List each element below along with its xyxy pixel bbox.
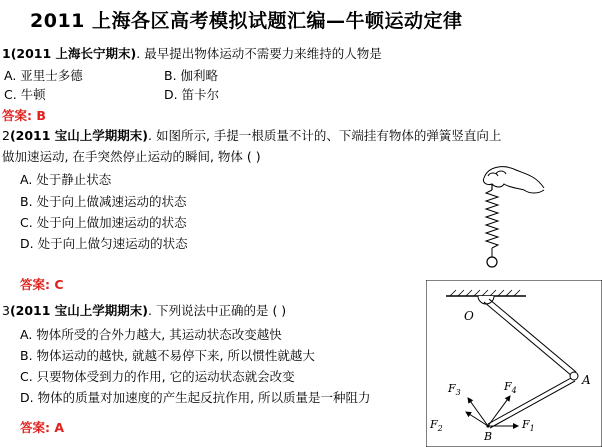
force-f2-arrow bbox=[466, 412, 488, 426]
spring-hand-figure bbox=[470, 160, 550, 275]
question-3-option-d: D. 物体的质量对加速度的产生起反抗作用, 所以质量是一种阻力 bbox=[20, 390, 371, 405]
question-3-option-a: A. 物体所受的合外力越大, 其运动状态改变越快 bbox=[20, 327, 282, 342]
figure-frame bbox=[426, 280, 602, 447]
question-3-source: (2011 宝山上学期期末) bbox=[9, 303, 149, 318]
question-2-option-b: B. 处于向上做减速运动的状态 bbox=[20, 194, 187, 209]
rod-ab bbox=[490, 381, 575, 428]
ceiling-hatching bbox=[450, 290, 520, 296]
question-3-number: 3 bbox=[2, 303, 10, 318]
label-o: O bbox=[464, 309, 474, 323]
hanging-ball bbox=[487, 257, 497, 267]
question-1-option-d: D. 笛卡尔 bbox=[164, 87, 220, 102]
hinge-o bbox=[478, 296, 494, 304]
question-3-answer: 答案: A bbox=[20, 420, 65, 435]
label-f1: $F_1$ bbox=[522, 418, 535, 433]
force-f4-arrow bbox=[488, 396, 510, 426]
question-1-option-a: A. 亚里士多德 bbox=[4, 68, 83, 83]
question-2-stem-line-1 bbox=[2, 128, 501, 144]
question-2-option-c: C. 处于向上做加速运动的状态 bbox=[20, 215, 187, 230]
label-a: A bbox=[582, 373, 591, 387]
rod-oa bbox=[489, 299, 576, 372]
page-title: 2011 上海各区高考模拟试题汇编—牛顿运动定律 bbox=[30, 10, 463, 32]
question-2-number: 2 bbox=[2, 128, 10, 143]
question-2-option-a: A. 处于静止状态 bbox=[20, 172, 112, 187]
question-2-answer: 答案: C bbox=[20, 277, 64, 292]
label-f3: $F_3$ bbox=[448, 382, 461, 397]
question-1-source: (2011 上海长宁期末) bbox=[10, 46, 137, 61]
label-f2: $F_2$ bbox=[430, 418, 443, 433]
question-2-option-d: D. 处于向上做匀速运动的状态 bbox=[20, 236, 188, 251]
joint-a bbox=[570, 372, 578, 380]
spring-coil bbox=[486, 190, 498, 248]
question-2-source: (2011 宝山上学期期末) bbox=[9, 128, 149, 143]
question-1-answer: 答案: B bbox=[2, 108, 46, 123]
question-1-number: 1 bbox=[2, 46, 11, 61]
question-2-text-1: . 如图所示, 手提一根质量不计的、下端挂有物体的弹簧竖直向上 bbox=[148, 128, 502, 143]
question-2-stem-line-2: 做加速运动, 在手突然停止运动的瞬间, 物体 ( ) bbox=[2, 149, 261, 164]
question-3-option-c: C. 只要物体受到力的作用, 它的运动状态就会改变 bbox=[20, 369, 295, 384]
label-f4: $F_4$ bbox=[504, 380, 517, 395]
question-1-option-b: B. 伽利略 bbox=[164, 68, 219, 83]
force-f3-arrow bbox=[468, 398, 488, 426]
label-b: B bbox=[484, 430, 493, 443]
question-3-text: . 下列说法中正确的是 ( ) bbox=[148, 303, 287, 318]
question-3-stem bbox=[2, 303, 286, 319]
question-3-option-b: B. 物体运动的越快, 就越不易停下来, 所以惯性就越大 bbox=[20, 348, 315, 363]
question-1-text: . 最早提出物体运动不需要力来维持的人物是 bbox=[136, 46, 382, 61]
question-1-option-c: C. 牛顿 bbox=[4, 87, 46, 102]
question-1-stem bbox=[2, 46, 382, 62]
force-diagram-figure bbox=[426, 280, 602, 447]
